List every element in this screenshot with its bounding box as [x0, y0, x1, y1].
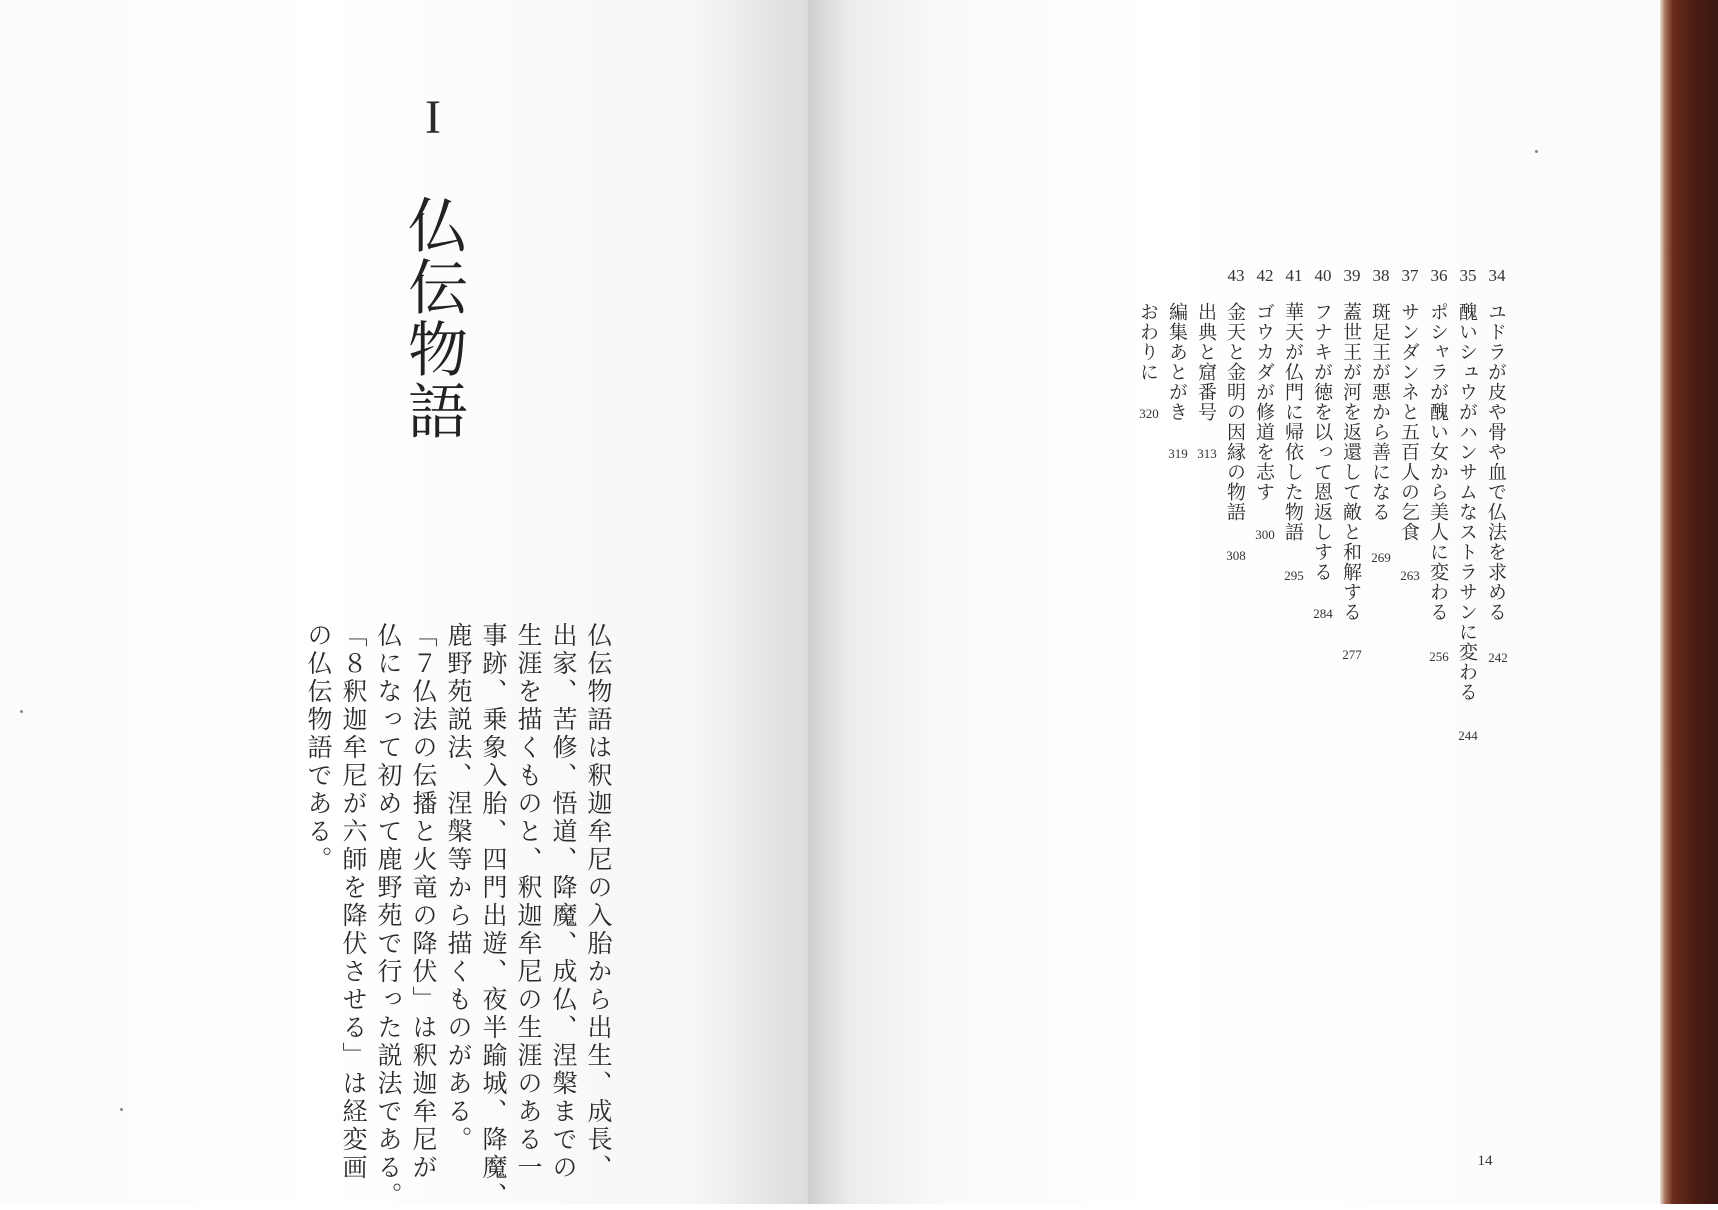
toc-entry-title: 金天と金明の因縁の物語: [1224, 302, 1246, 522]
left-page: [0, 0, 820, 1210]
toc-entry-page: 284: [1313, 606, 1333, 621]
toc-entry-page: 308: [1226, 548, 1246, 563]
toc-entry-number: 34: [1488, 266, 1506, 285]
intro-line: の仏伝物語である。: [304, 622, 333, 874]
intro-line: 仏になって初めて鹿野苑で行った説法である。: [374, 622, 403, 1210]
toc-entry-title: フナキが徳を以って恩返しする: [1311, 302, 1333, 582]
intro-line: 出家、苦修、悟道、降魔、成仏、涅槃までの: [549, 622, 578, 1182]
toc-entry-page: 242: [1488, 650, 1508, 665]
toc-entry-title: ユドラが皮や骨や血で仏法を求める: [1485, 302, 1507, 622]
toc-entry-title: おわりに: [1137, 302, 1159, 382]
right-page: [808, 0, 1660, 1204]
toc-entry-page: 313: [1197, 446, 1217, 461]
paper-speck: [1535, 150, 1538, 153]
toc-entry-number: 43: [1227, 266, 1245, 285]
toc-entry-title: ゴウカダが修道を志す: [1253, 302, 1275, 502]
toc-entry-title: サンダンネと五百人の乞食: [1398, 302, 1420, 542]
paper-speck: [20, 710, 23, 713]
toc-entry-page: 295: [1284, 568, 1304, 583]
toc-entry-title: 編集あとがき: [1166, 302, 1188, 422]
toc-entry-page: 263: [1400, 568, 1420, 583]
paper-speck: [120, 1108, 123, 1111]
page-number: 14: [1477, 1153, 1493, 1169]
toc-entry-number: 39: [1343, 266, 1361, 285]
toc-entry-page: 320: [1139, 406, 1159, 421]
toc-entry-title: 華天が仏門に帰依した物語: [1282, 302, 1304, 542]
toc-entry-page: 269: [1371, 550, 1391, 565]
intro-line: 仏伝物語は釈迦牟尼の入胎から出生、成長、: [584, 622, 613, 1182]
toc-entry-number: 36: [1430, 266, 1448, 285]
toc-entry-number: 40: [1314, 266, 1332, 285]
toc-entry-number: 37: [1401, 266, 1419, 285]
toc-entry-title: 醜いシュウがハンサムなストラサンに変わる: [1456, 302, 1478, 702]
toc-entry-number: 38: [1372, 266, 1390, 285]
intro-line: 事跡、乗象入胎、四門出遊、夜半踰城、降魔、: [479, 622, 508, 1210]
intro-line: 「７仏法の伝播と火竜の降伏」は釈迦牟尼が: [409, 622, 438, 1182]
toc-entry-page: 300: [1255, 527, 1275, 542]
intro-line: 「８釈迦牟尼が六師を降伏させる」は経変画: [339, 622, 368, 1182]
toc-entry-title: 蓋世王が河を返還して敵と和解する: [1340, 302, 1362, 622]
toc-entry-page: 256: [1429, 649, 1449, 664]
part-numeral: I: [425, 91, 441, 144]
toc-entry-number: 42: [1256, 266, 1274, 285]
intro-line: 生涯を描くものと、釈迦牟尼の生涯のある一: [514, 622, 543, 1182]
intro-line: 鹿野苑説法、涅槃等から描くものがある。: [444, 622, 473, 1154]
toc-entry-page: 319: [1168, 446, 1188, 461]
toc-entry-number: 41: [1285, 266, 1303, 285]
toc-entry-number: 35: [1459, 266, 1477, 285]
toc-entry-page: 277: [1342, 647, 1362, 662]
toc-entry-title: 斑足王が悪から善になる: [1369, 302, 1391, 522]
book-cover-edge: [1660, 0, 1718, 1204]
part-title: 仏伝物語: [398, 194, 468, 442]
toc-entry-title: 出典と窟番号: [1195, 302, 1217, 422]
toc-entry-page: 244: [1458, 728, 1478, 743]
toc-entry-title: ポシャラが醜い女から美人に変わる: [1427, 302, 1449, 622]
